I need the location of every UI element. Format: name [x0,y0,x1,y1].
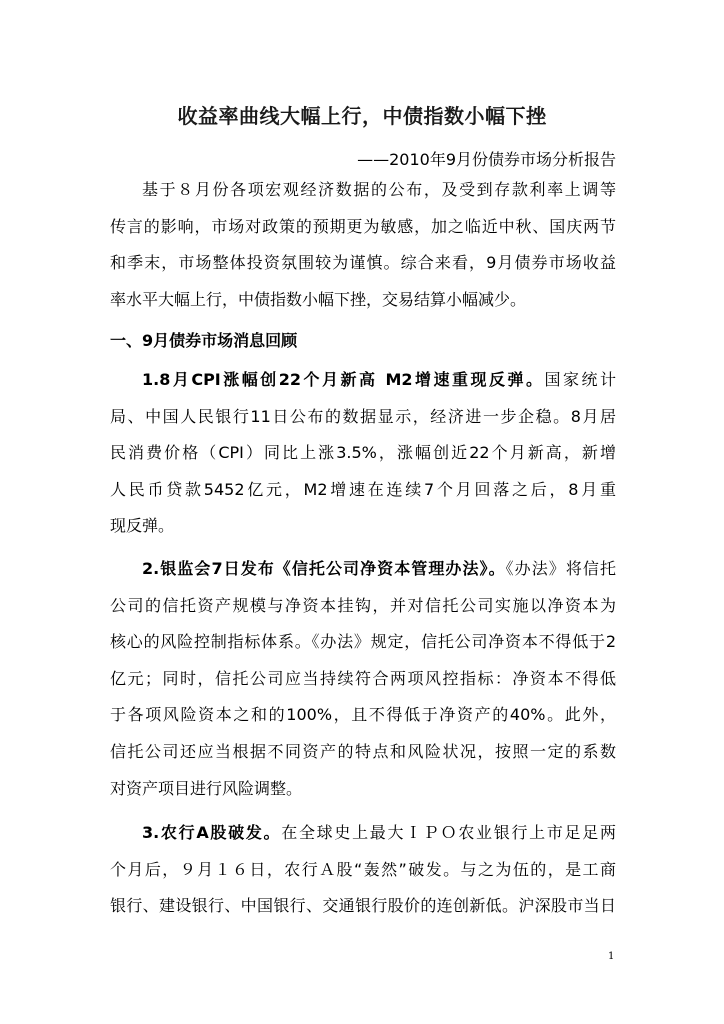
news-item-1-line: 民消费价格（CPI）同比上涨3.5%，涨幅创近22个月新高，新增 [110,443,616,463]
news-item-2-first-line [110,551,616,588]
news-item-2-line: 对资产项目进行风险调整。 [110,778,303,798]
news-item-2-text: 《办法》将信托 [505,559,616,578]
news-item-1-line: 局、中国人民银行11日公布的数据显示，经济进一步企稳。8月居 [110,406,616,426]
news-item-3-line: 银行、建设银行、中国银行、交通银行股价的连创新低。沪深股市当日 [110,896,616,916]
news-item-2-line: 亿元；同时，信托公司应当持续符合两项风控指标：净资本不得低 [110,668,616,688]
news-item-1-text: 国家统计 [544,370,616,389]
intro-paragraph [110,172,616,318]
news-item-2-line: 于各项风险资本之和的100%，且不得低于净资产的40%。此外， [110,705,616,725]
section1-heading: 一、9月债券市场消息回顾 [110,331,298,350]
news-item-3-first-line [110,815,616,852]
news-item-1-line: 人民币贷款5452亿元，M2增速在连续7个月回落之后，8月重 [110,479,616,499]
news-item-3-line: 个月后，９月１６日，农行Ａ股“轰然”破发。与之为伍的，是工商 [110,859,616,879]
news-item-2-line: 核心的风险控制指标体系。《办法》规定，信托公司净资本不得低于2 [110,632,616,652]
news-item-3-text: 在全球史上最大ＩＰＯ农业银行上市足足两 [281,823,616,842]
intro-line: 率水平大幅上行，中债指数小幅下挫，交易结算小幅减少。 [110,289,527,309]
document-subtitle: ——2010年9月份债券市场分析报告 [357,150,616,169]
news-item-3 [110,815,616,925]
news-item-2-line: 信托公司还应当根据不同资产的特点和风险状况，按照一定的系数 [110,741,616,761]
news-item-3-heading: 3.农行A股破发。 [142,823,282,842]
section-heading [110,323,616,360]
intro-line: 传言的影响，市场对政策的预期更为敏感，加之临近中秋、国庆两节 [110,216,616,236]
news-item-1-line: 现反弹。 [110,516,175,536]
page-number: 1 [608,951,615,962]
news-item-1-heading: 1.8月CPI涨幅创22个月新高 M2增速重现反弹。 [142,370,545,389]
news-item-1-first-line [110,362,616,399]
document-title: 收益率曲线大幅上行，中债指数小幅下挫 [177,104,547,128]
intro-line: 和季末，市场整体投资氛围较为谨慎。综合来看，9月债券市场收益 [110,253,616,273]
news-item-2-heading: 2.银监会7日发布《信托公司净资本管理办法》。 [142,559,506,578]
news-item-2-line: 公司的信托资产规模与净资本挂钩，并对信托公司实施以净资本为 [110,595,616,615]
intro-line: 基于８月份各项宏观经济数据的公布，及受到存款利率上调等 [142,180,616,199]
news-item-1 [110,362,616,545]
news-item-2 [110,551,616,807]
